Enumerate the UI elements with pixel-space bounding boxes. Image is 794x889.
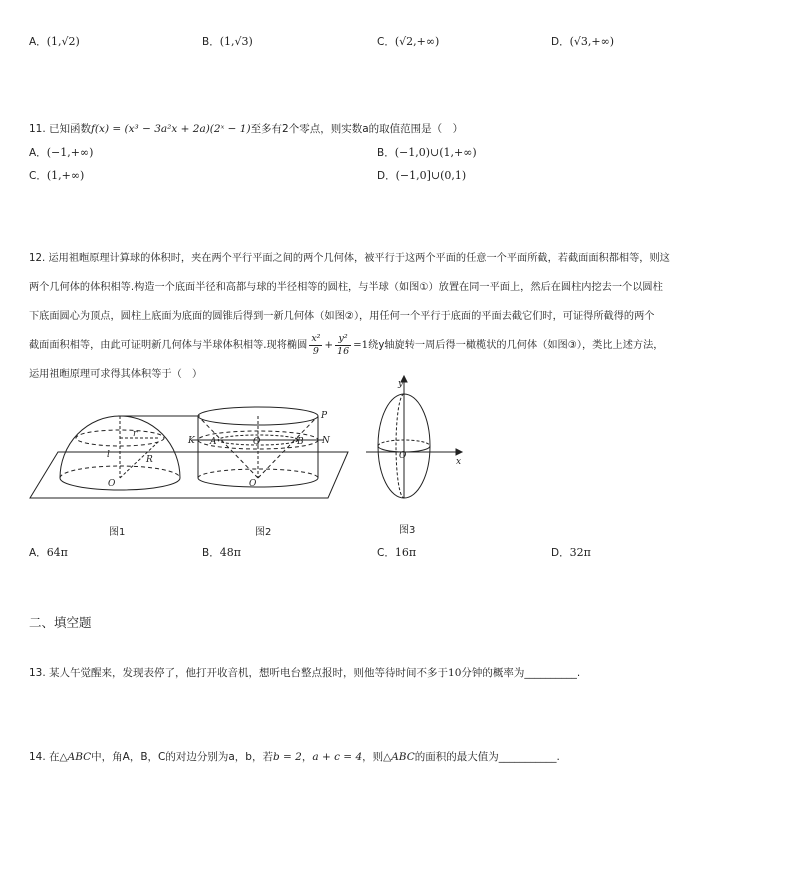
- q14-part-4: 的面积的最大值为: [414, 751, 499, 763]
- figure-1-hemisphere: [30, 416, 348, 498]
- option-value: 16π: [394, 546, 417, 559]
- label-y: y: [398, 379, 404, 389]
- label-O-fig3: O: [399, 451, 407, 461]
- option-label: B．: [202, 36, 220, 48]
- option-label: C．: [377, 547, 395, 559]
- q14-answer-blank[interactable]: ___________: [498, 751, 557, 763]
- q12-line-4-prefix: 截面面积相等，由此可证明新几何体与半球体积相等.现将椭圆: [29, 340, 308, 351]
- q11-stem-suffix: 至多有2个零点，则实数a的取值范围是（ ）: [250, 123, 464, 135]
- q14-separator: ，: [301, 751, 313, 763]
- q12-option-d: [551, 545, 591, 560]
- q12-line-3: 下底面圆心为顶点，圆柱上底面为底面的圆锥后得到一新几何体（如图②），用任何一个平行于底面的平面去截它们时，可证得所截得的两个: [29, 311, 655, 322]
- q12-line-4: [29, 331, 769, 360]
- option-label: A．: [29, 547, 47, 559]
- option-label: D．: [551, 36, 570, 48]
- q10-option-d: [551, 34, 614, 49]
- option-value: 32π: [569, 546, 591, 559]
- option-label: C．: [377, 36, 395, 48]
- option-label: B．: [377, 147, 395, 159]
- ellipse-meridian: [396, 394, 404, 498]
- label-O-section: O: [253, 437, 261, 447]
- label-P: P: [321, 411, 328, 421]
- label-O-fig1: O: [108, 479, 116, 489]
- equals-one: =1: [353, 340, 369, 351]
- option-value: 48π: [219, 546, 241, 559]
- q13-text-suffix: 分钟的概率为: [461, 667, 525, 679]
- option-label: A．: [29, 36, 47, 48]
- q13-period: .: [576, 667, 581, 679]
- q14-condition-ac: a + c = 4: [312, 751, 363, 763]
- q14-triangle-1: △ABC: [59, 751, 92, 763]
- q13-answer-blank[interactable]: __________: [524, 667, 577, 679]
- plus-sign: +: [324, 340, 334, 351]
- q11-number: 11.: [29, 123, 46, 135]
- q11-option-d: [377, 168, 466, 183]
- hemisphere-base-front: [60, 478, 180, 490]
- q13-number: 10: [448, 667, 462, 679]
- q13-text-prefix: 13. 某人午觉醒来，发现表停了，他打开收音机，想听电台整点报时，则他等待时间不多于: [29, 667, 449, 679]
- q10-option-b: [202, 34, 253, 49]
- q12-option-c: [377, 545, 416, 560]
- base-plane: [30, 452, 348, 498]
- label-l: l: [107, 450, 110, 460]
- ellipse-fraction-x: $\frac{\text{x²}}{9}$: [311, 332, 321, 357]
- q14-condition-b: b = 2: [272, 751, 302, 763]
- label-A: A: [210, 437, 217, 447]
- q10-option-a: [29, 34, 80, 49]
- option-label: A．: [29, 147, 47, 159]
- q13-stem: [29, 665, 580, 680]
- option-label: C．: [29, 170, 47, 182]
- section-title: 二、填空题: [29, 615, 92, 630]
- q14-part-2: 中，角A，B，C的对边分别为a，b，若: [91, 751, 273, 763]
- q14-part-3: ，则: [362, 751, 384, 763]
- option-value: (1,+∞): [46, 169, 85, 182]
- option-label: D．: [377, 170, 396, 182]
- q11-option-b: [377, 145, 477, 160]
- option-value: 64π: [46, 546, 68, 559]
- label-r: r: [133, 429, 138, 439]
- option-label: D．: [551, 547, 570, 559]
- option-value: (−1,0]∪(0,1): [395, 169, 467, 182]
- q11-function: f(x) = (x³ − 3a²x + 2a)(2ˣ − 1): [91, 123, 251, 135]
- q12-figures: [20, 372, 480, 542]
- q12-line-2: 两个几何体的体积相等.构造一个底面半径和高都与球的半径相等的圆柱，与半球（如图①）放置在同一平面上，然后在圆柱内挖去一个以圆柱: [29, 282, 663, 293]
- q14-triangle-2: △ABC: [383, 751, 415, 763]
- q12-stem: [29, 244, 769, 389]
- q11-option-c: [29, 168, 84, 183]
- q11-stem: [29, 121, 463, 136]
- q12-line-1: 12. 运用祖暅原理计算球的体积时，夹在两个平行平面之间的两个几何体，被平行于这两个平面的任意一个平面所截，若截面面积都相等，则这: [29, 253, 670, 264]
- figure-3-caption: 图3: [399, 525, 416, 536]
- q12-option-b: [202, 545, 241, 560]
- option-value: (−1,0)∪(1,+∞): [394, 146, 477, 159]
- q11-stem-prefix: 已知函数: [49, 123, 92, 135]
- x-axis-arrow: [456, 449, 462, 455]
- option-value: (1,√2): [46, 35, 80, 48]
- option-label: B．: [202, 547, 220, 559]
- figure-2-caption: 图2: [255, 527, 272, 538]
- option-value: (√3,+∞): [569, 35, 615, 48]
- q12-option-a: [29, 545, 68, 560]
- figure-1-caption: 图1: [109, 527, 126, 538]
- option-value: (−1,+∞): [46, 146, 94, 159]
- label-R: R: [146, 455, 153, 465]
- q14-period: .: [556, 751, 560, 763]
- label-K: K: [188, 436, 195, 446]
- ellipse-fraction-y: $\frac{\text{y²}}{16}$: [337, 332, 350, 357]
- label-x: x: [456, 457, 462, 467]
- option-value: (1,√3): [219, 35, 253, 48]
- q11-option-a: [29, 145, 93, 160]
- label-B: B: [297, 437, 304, 447]
- q10-option-c: [377, 34, 439, 49]
- figure-3-ellipse: [366, 376, 462, 498]
- label-N: N: [322, 436, 330, 446]
- q12-line-4-suffix: 绕y轴旋转一周后得一橄榄状的几何体（如图③），类比上述方法，: [368, 340, 664, 351]
- cylinder-base-front: [198, 478, 318, 487]
- option-value: (√2,+∞): [394, 35, 440, 48]
- label-O-fig2: O: [249, 479, 257, 489]
- q14-part-1: 14. 在: [29, 751, 60, 763]
- q12-line-5: 运用祖暅原理可求得其体积等于（ ）: [29, 369, 203, 380]
- q14-stem: [29, 749, 560, 764]
